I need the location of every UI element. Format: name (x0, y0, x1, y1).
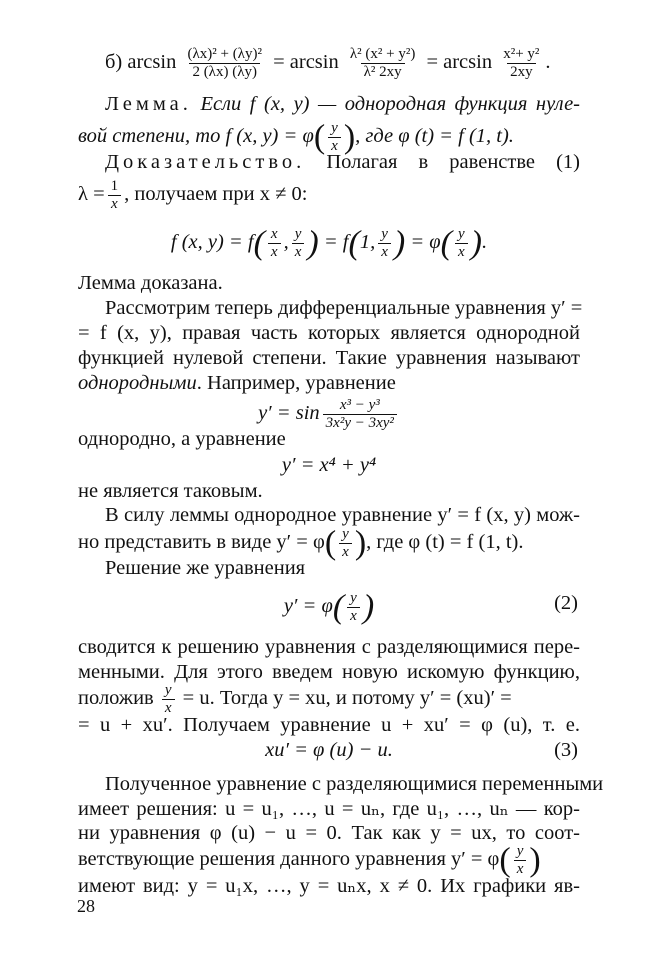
fraction: $\frac{\text{λ² (x² + y²)}}{\text{λ² 2xy}}$ (349, 46, 416, 80)
para7-line2: имеет решения: u = u₁, …, u = uₙ, где u₁, …, uₙ — кор- (78, 798, 580, 820)
para1-line1: Рассмотрим теперь дифференциальные уравнения y′ = (105, 297, 583, 319)
para1-line4: однородными. Например, уравнение (78, 372, 396, 394)
para3-line1: не является таковым. (78, 480, 263, 502)
x4-equation: y′ = x⁴ + y⁴ (281, 454, 377, 476)
equation-2: y′ = φ( $\frac{y}{x}$ ) (283, 588, 375, 626)
para7-line3: ни уравнения φ (u) − u = 0. Так как y = ux, то соот- (78, 822, 580, 844)
page-number: 28 (77, 896, 95, 916)
proof-heading: Доказательство. (105, 151, 306, 173)
para7-line4: ветствующие решения данного уравнения y′ = φ( $\frac{y}{x}$ ) (78, 841, 541, 879)
fraction: $\frac{\text{x²+ y²}}{2xy}$ (503, 46, 540, 80)
equation-2-number: (2) (554, 592, 578, 614)
proof-line-1: Доказательство. Полагая в равенстве (1) (105, 151, 581, 173)
para5-line1: Решение же уравнения (105, 557, 306, 579)
para6-line2: менными. Для этого введем новую искомую функцию, (78, 661, 580, 683)
para1-line2: = f (x, y), правая часть которых является однородной (78, 322, 580, 344)
example-b-formula: б) arcsin $\frac{\text{(λx)² + (λy)²}}{2 (\lambda x) (\lambda y)}$ = arcsin $\frac{\text{λ² (x² + y²)}}{\text{λ² 2xy}}$ = arcsin $\frac{\text{x²+ y²}}{2xy}$ . (105, 46, 551, 80)
para4-line1: В силу леммы однородное уравнение y′ = f (x, y) мож- (105, 504, 580, 526)
f-equation: f (x, y) = f( $\frac{x}{x}$ , $\frac{y}{x}$ ) = f(1, $\frac{y}{x}$ ) = φ( $\frac{y}{x}$ ). (170, 224, 488, 262)
equation-3: xu′ = φ (u) − u. (265, 739, 393, 761)
lemma-heading: Лемма. (105, 93, 192, 115)
lemma-proved: Лемма доказана. (78, 272, 223, 294)
para6-line3: положив $\frac{y}{x}$ = u. Тогда y = xu, и потому y′ = (xu)′ = (78, 682, 512, 716)
para1-line3: функцией нулевой степени. Такие уравнения называют (78, 347, 580, 369)
lemma-line-1: Лемма. Если f (x, y) — однородная функция нуле- (105, 93, 580, 115)
para7-line1: Полученное уравнение с разделяющимися переменными (105, 773, 604, 795)
lemma-line-2: вой степени, то f (x, y) = φ( $\frac{y}{x}$ ), где φ (t) = f (1, t). (78, 118, 514, 156)
para2-line1: однородно, а уравнение (78, 428, 286, 450)
para4-line2: но представить в виде y′ = φ( $\frac{y}{x}$ ), где φ (t) = f (1, t). (78, 524, 524, 562)
equation-3-number: (3) (554, 739, 578, 761)
para7-line5: имеют вид: y = u₁x, …, y = uₙx, x ≠ 0. Их графики яв- (78, 875, 580, 897)
para6-line4: = u + xu′. Получаем уравнение u + xu′ = φ (u), т. е. (78, 714, 580, 736)
sin-equation: y′ = sin $\frac{\text{x³ − y³}}{\text{3x²y − 3xy²}}$ (78, 397, 580, 432)
fraction: $\frac{\text{(λx)² + (λy)²}}{2 (\lambda x) (\lambda y)}$ (187, 46, 262, 80)
proof-line-2: λ = $\frac{1}{x}$ , получаем при x ≠ 0: (78, 178, 308, 212)
para6-line1: сводится к решению уравнения с разделяющимися пере- (78, 636, 580, 658)
